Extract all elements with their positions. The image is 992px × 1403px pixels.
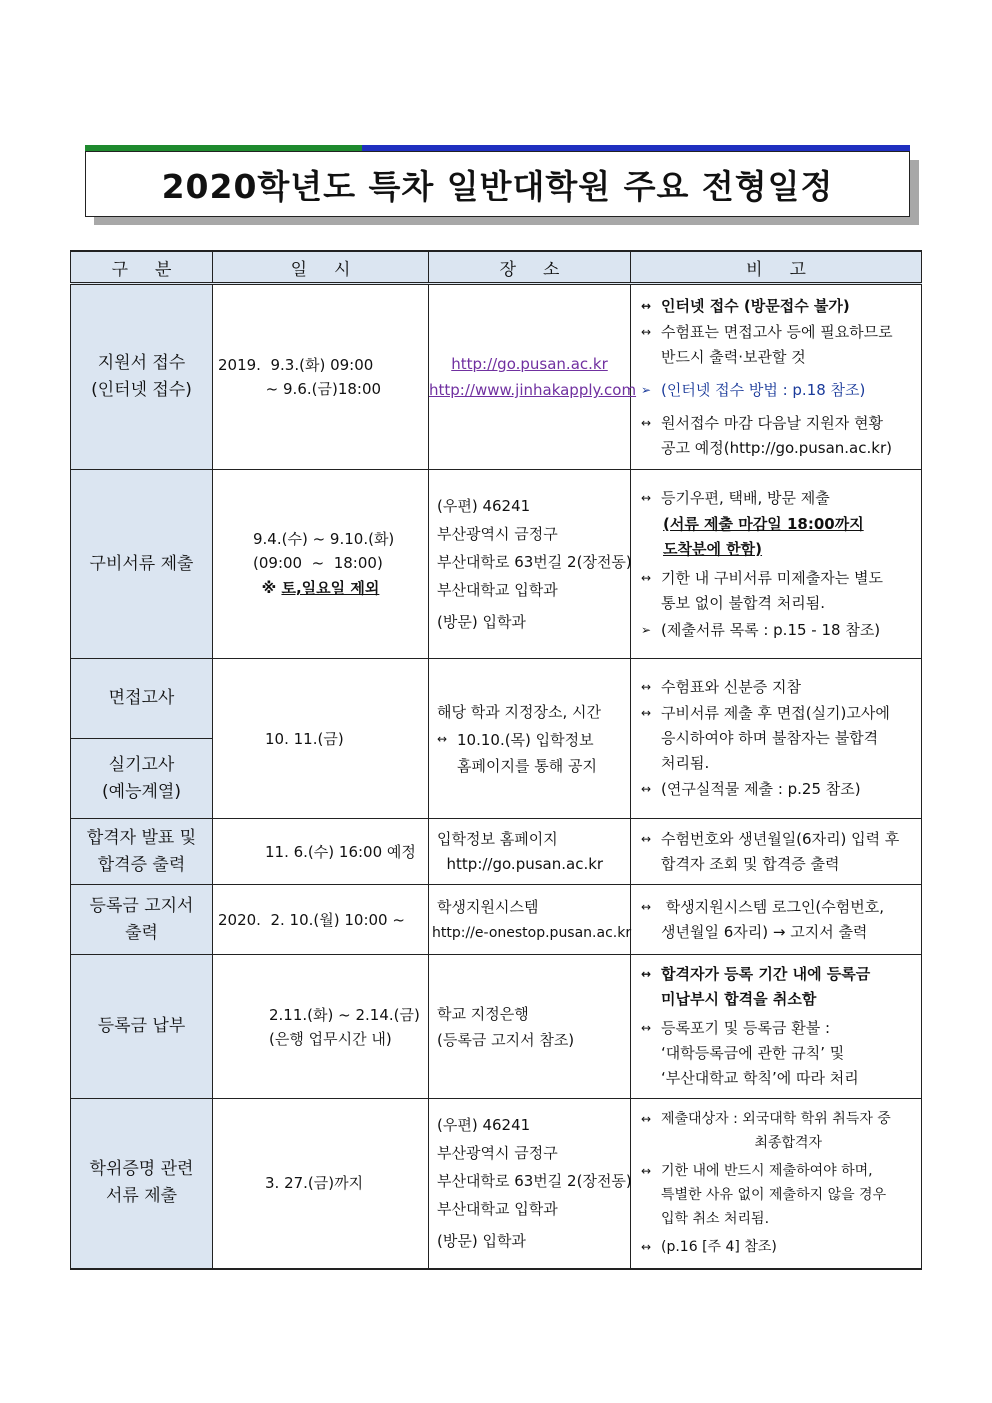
category-label: 지원서 접수 (인터넷 접수) — [91, 353, 192, 400]
table-row — [71, 659, 922, 739]
place-cell — [429, 885, 631, 955]
header-place: 장 소 — [429, 251, 631, 284]
notes-cell — [631, 284, 922, 470]
table-row — [71, 284, 922, 470]
category-cell — [71, 1099, 213, 1269]
deadline-note: 도착분에 한함) — [663, 539, 763, 558]
arrow-bullet-icon: ↔ — [641, 1163, 652, 1178]
list-item: ↔ 수험표는 면접고사 등에 필요하므로 반드시 출력·보관할 것 — [641, 320, 915, 370]
category-label: 학위증명 관련 서류 제출 — [89, 1159, 194, 1207]
notes-cell — [631, 819, 922, 885]
title-box — [85, 151, 910, 217]
category-cell — [71, 739, 213, 819]
datetime-cell — [213, 470, 429, 659]
address-line: 부산대학로 63번길 2(장전동) — [437, 1172, 632, 1191]
list-item: ↔ 등록포기 및 등록금 환불 : ‘대학등록금에 관한 규칙’ 및 ‘부산대학교 학칙’에 따라 처리 — [641, 1016, 915, 1091]
datetime-cell — [213, 1099, 429, 1269]
list-item: ↔ 수험표와 신분증 지참 — [641, 675, 915, 700]
category-label: 구비서류 제출 — [89, 553, 194, 574]
arrow-bullet-icon: ↔ — [641, 782, 652, 796]
place-text: 해당 학과 지정장소, 시간 — [437, 702, 601, 721]
header-datetime: 일 시 — [213, 251, 429, 284]
arrow-bullet-icon: ↔ — [641, 1111, 652, 1126]
category-label: 등록금 고지서 출력 — [89, 895, 194, 943]
category-label: 면접고사 — [108, 688, 175, 708]
datetime-text: 10. 11.(금) — [265, 729, 344, 748]
arrow-bullet-icon: ↔ — [641, 899, 652, 914]
table-row — [71, 1099, 922, 1269]
place-cell — [429, 955, 631, 1099]
datetime-cell — [213, 284, 429, 470]
address-line: (우편) 46241 — [437, 497, 531, 515]
address-line: 부산광역시 금정구 — [437, 525, 558, 543]
table-row — [71, 819, 922, 885]
table-row — [71, 885, 922, 955]
table-row — [71, 955, 922, 1099]
place-text: 학생지원시스템 — [437, 897, 539, 916]
category-label: 등록금 납부 — [97, 1016, 186, 1036]
place-cell — [429, 659, 631, 819]
arrow-bullet-icon: ↔ — [641, 415, 652, 430]
place-cell — [429, 819, 631, 885]
list-item: ↔ 인터넷 접수 (방문접수 불가) — [641, 294, 915, 319]
address-line: 부산대학로 63번길 2(장전동) — [437, 553, 632, 571]
list-item: ↔ 구비서류 제출 후 면접(실기)고사에 응시하여야 하며 불참자는 불합격 처리됨. — [641, 701, 915, 776]
datetime-text: 9.4.(수) ~ 9.10.(화) (09:00 ~ 18:00) — [253, 530, 395, 572]
category-cell — [71, 470, 213, 659]
place-cell — [429, 1099, 631, 1269]
notes-cell — [631, 955, 922, 1099]
schedule-table — [70, 250, 922, 1270]
arrow-bullet-icon: ↔ — [641, 967, 652, 981]
notes-cell — [631, 470, 922, 659]
title-section — [85, 145, 919, 225]
datetime-cell — [213, 955, 429, 1099]
header-category: 구 분 — [71, 251, 213, 284]
category-cell — [71, 955, 213, 1099]
address-line: (방문) 입학과 — [437, 613, 526, 631]
list-item: ↔ 기한 내 구비서류 미제출자는 별도 통보 없이 불합격 처리됨. — [641, 566, 915, 616]
place-text: 입학정보 홈페이지 — [437, 829, 558, 848]
arrow-bullet-icon: ↔ — [437, 731, 448, 746]
datetime-text: 3. 27.(금)까지 — [265, 1174, 364, 1193]
arrow-bullet-icon: ↔ — [641, 324, 652, 339]
place-cell — [429, 470, 631, 659]
notes-cell — [631, 659, 922, 819]
page-title: 2020학년도 특차 일반대학원 주요 전형일정 — [161, 166, 834, 206]
place-text: (등록금 고지서 참조) — [437, 1030, 575, 1049]
datetime-cell — [213, 659, 429, 819]
address-line: (우편) 46241 — [437, 1116, 531, 1135]
list-item: ↔ 학생지원시스템 로그인(수험번호, 생년월일 6자리) → 고지서 출력 — [641, 895, 915, 945]
arrow-bullet-icon: ↔ — [641, 680, 652, 694]
category-label: 합격자 발표 및 합격증 출력 — [86, 827, 197, 875]
category-label: 실기고사 (예능계열) — [102, 754, 181, 802]
list-item: ↔ 등기우편, 택배, 방문 제출 — [641, 486, 915, 511]
datetime-text: 2.11.(화) ~ 2.14.(금) (은행 업무시간 내) — [269, 1005, 420, 1048]
arrow-bullet-icon: ↔ — [641, 1021, 652, 1035]
place-text: 학교 지정은행 — [437, 1004, 529, 1023]
arrow-bullet-icon: ↔ — [641, 570, 652, 585]
list-item: ➢ (인터넷 접수 방법 : p.18 참조) — [641, 378, 915, 403]
notes-cell — [631, 885, 922, 955]
datetime-text: 2019. 9.3.(화) 09:00 ~ 9.6.(금)18:00 — [218, 356, 382, 398]
list-item: ↔ (p.16 [주 4] 참조) — [641, 1235, 915, 1260]
address-line: (방문) 입학과 — [437, 1232, 526, 1251]
list-item: ↔ 합격자가 등록 기간 내에 등록금 미납부시 합격을 취소함 — [641, 962, 915, 1012]
list-item: ➢ (제출서류 목록 : p.15 - 18 참조) — [641, 618, 915, 643]
table-row — [71, 470, 922, 659]
arrow-bullet-icon: ↔ — [641, 706, 652, 720]
list-item: ↔ 제출대상자 : 외국대학 학위 취득자 중 최종합격자 — [641, 1107, 915, 1155]
address-line: 부산광역시 금정구 — [437, 1144, 558, 1163]
list-item: ↔ 기한 내에 반드시 제출하여야 하며, 특별한 사유 없이 제출하지 않을 경우 입학 취소 처리됨. — [641, 1159, 915, 1231]
category-cell — [71, 659, 213, 739]
header-row — [71, 251, 922, 284]
list-item: ↔ 수험번호와 생년월일(6자리) 입력 후 합격자 조회 및 합격증 출력 — [641, 827, 915, 877]
jinhak-link[interactable]: http://www.jinhakapply.com — [429, 381, 637, 399]
triangle-bullet-icon: ➢ — [641, 382, 652, 397]
arrow-bullet-icon: ↔ — [641, 1239, 652, 1254]
reference-mark-icon: ※ — [261, 579, 277, 597]
place-cell — [429, 284, 637, 470]
datetime-note: ※ 토,일요일 제외 — [261, 579, 380, 597]
place-link[interactable]: http://e-onestop.pusan.ac.kr — [432, 924, 632, 941]
list-item: ↔ 10.10.(목) 입학정보 홈페이지를 통해 공지 — [429, 727, 630, 779]
place-link[interactable]: http://go.pusan.ac.kr — [437, 854, 604, 873]
datetime-text: 2020. 2. 10.(월) 10:00 ~ — [218, 910, 405, 929]
datetime-cell — [213, 885, 429, 955]
deadline-note: (서류 제출 마감일 18:00까지 — [663, 514, 864, 533]
datetime-cell — [213, 819, 429, 885]
arrow-bullet-icon: ↔ — [641, 490, 652, 505]
category-cell — [71, 819, 213, 885]
datetime-text: 11. 6.(수) 16:00 예정 — [265, 842, 416, 861]
category-cell — [71, 885, 213, 955]
arrow-bullet-icon: ↔ — [641, 831, 652, 846]
arrow-bullet-icon: ↔ — [641, 298, 652, 313]
triangle-bullet-icon: ➢ — [641, 622, 652, 637]
list-item: ↔ 원서접수 마감 다음날 지원자 현황 공고 예정(http://go.pusan.ac.kr) — [641, 411, 915, 461]
header-notes: 비 고 — [631, 251, 922, 284]
list-item: ↔ (연구실적물 제출 : p.25 참조) — [641, 777, 915, 802]
address-line: 부산대학교 입학과 — [437, 1200, 558, 1219]
category-cell — [71, 284, 213, 470]
pusan-link[interactable]: http://go.pusan.ac.kr — [451, 355, 608, 373]
address-line: 부산대학교 입학과 — [437, 581, 558, 599]
notes-cell — [631, 1099, 922, 1269]
